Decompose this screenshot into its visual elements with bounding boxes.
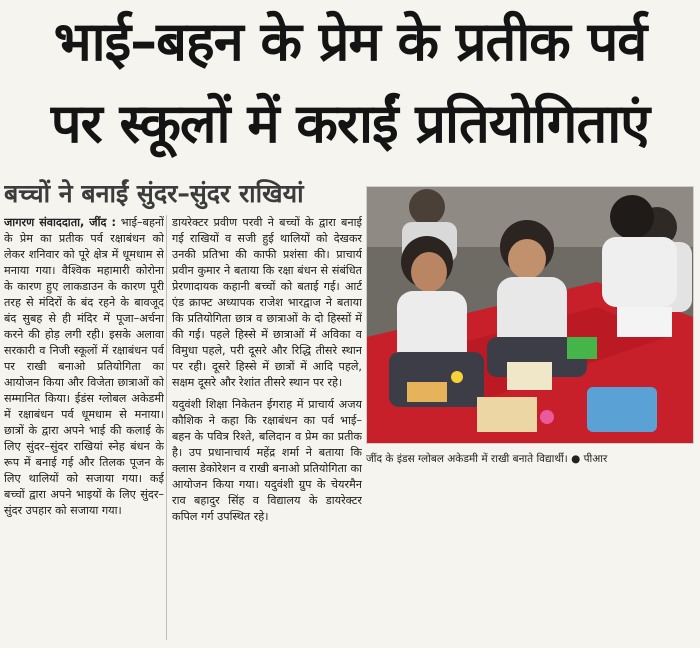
subheadline: बच्चों ने बनाईं सुंदर–सुंदर राखियां <box>4 179 304 208</box>
headline-line-2: पर स्कूलों में कराईं प्रतियोगिताएं <box>50 92 650 155</box>
article-paragraph: यदुवंशी शिक्षा निकेतन ईगराह में प्राचार्य अजय कौशिक ने कहा कि रक्षाबंधन का पर्व भाई–बहन के पवित्र रिश्ते, बलिदान व प्रेम का प्रतीक है। उप प्रधानाचार्य महेंद्र शर्मा ने बताया कि क्लास डेकोरेशन व राखी बनाओ प्रतियोगिता का आयोजन किया गया। यदुवंशी ग्रुप के चेयरमैन राव बहादुर सिंह व विद्यालय के डायरेक्टर कपिल गर्ग उपस्थित रहे। <box>172 398 362 523</box>
column-divider <box>166 215 167 640</box>
article-paragraph: भाई–बहनों के प्रेम का प्रतीक पर्व रक्षाबंधन को लेकर शनिवार को पूरे क्षेत्र में धूमधाम से मनाया गया। वैश्विक महामारी कोरोना के कारण हुए लाकडाउन के कारण पूरी तरह से मंदिरों के बंद रहने के बावजूद बंद सुबह से ही मंदिर में पूजा–अर्चना करने की होड़ लगी रही। इसके अलावा सरकारी व निजी स्कूलों में रक्षाबंधन पर्व पर राखी बनाओ प्रतियोगिता का आयोजन किया और विजेता छात्राओं को सम्मानित किया। ईडंस ग्लोबल अकेडमी में रक्षाबंधन पर्व धूमधाम से मनाया। छात्रों के द्वारा अपने भाई की कलाई के लिए सुंदर–सुंदर राखियां स्नेह बंधन के रूप में बनाई गई और तिलक पूजन के लिए थालियों को सजाया गया। कई बच्चों द्वारा अपने भाइयों के लिए सुंदर–सुंदर उपहार को सजाया गया। <box>4 216 164 517</box>
photo-caption: जींद के इंडस ग्लोबल अकेडमी में राखी बनाते विद्यार्थी। ● पीआर <box>366 453 608 465</box>
news-photo <box>366 186 694 444</box>
headline-line-1: भाई–बहन के प्रेम के प्रतीक पर्व <box>53 10 647 73</box>
article-column-1 <box>4 215 164 585</box>
article-column-2 <box>172 215 362 645</box>
byline: जागरण संवाददाता, जींद : <box>4 216 116 229</box>
article-paragraph: डायरेक्टर प्रवीण परवी ने बच्चों के द्वारा बनाई गई राखियों व सजी हुई थालियों को देखकर उनकी प्रतिभा की काफी प्रशंसा की। प्राचार्य प्रवीन कुमार ने बताया कि रक्षा बंधन से संबंधित प्रेरणादायक कहानी बच्चों को बताई गई। आर्ट एंड क्राफ्ट अध्यापक राजेश भारद्वाज ने बताया कि प्रतियोगिता छात्र व छात्राओं के दो हिस्सों में की गई। पहले हिस्से में छात्राओं में अविका व विमुधा पहले, परी दूसरे और रिद्धि तीसरे स्थान पर रही। दूसरे हिस्से में छात्रों में आदि पहले, सक्षम दूसरे और रेशांत तीसरे स्थान पर रहे। <box>172 216 362 389</box>
students-making-rakhi-illustration <box>367 187 693 443</box>
